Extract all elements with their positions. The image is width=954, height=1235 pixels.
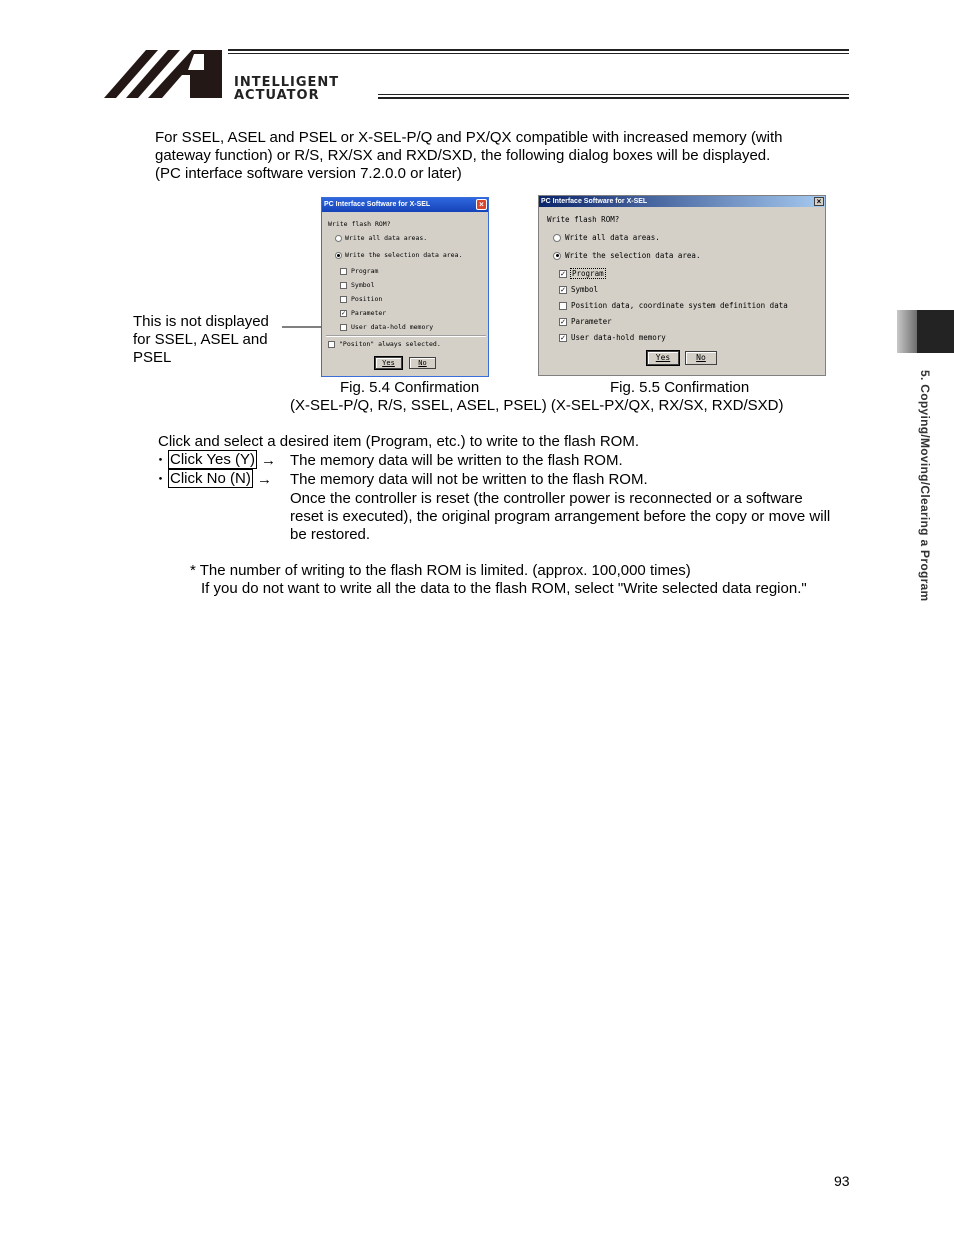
no-arrow: → (257, 471, 272, 488)
no-detail-line-1: Once the controller is reset (the controller power is reconnected or a software (290, 490, 803, 507)
dialog-a-checkbox-icon (340, 282, 347, 289)
dialog-a-check-user-data[interactable]: User data-hold memory (340, 323, 433, 331)
note-line-2: If you do not want to write all the data to the flash ROM, select "Write selected data region." (201, 580, 807, 597)
dialog-b-yes-button[interactable]: Yes (647, 351, 679, 365)
header-rule-top-thin (228, 53, 849, 54)
header-rule-bottom-thick (378, 97, 849, 99)
dialog-a-titlebar (322, 198, 488, 212)
dialog-a-check-program[interactable]: Program (340, 267, 378, 275)
dialog-b-checkbox-checked-icon: ✓ (560, 333, 566, 342)
yes-arrow: → (261, 452, 276, 469)
chapter-side-title: 5. Copying/Moving/Clearing a Program (918, 370, 932, 602)
dialog-b-no-button[interactable]: No (685, 351, 717, 365)
dialog-a-check-always[interactable]: "Positon" always selected. (328, 340, 441, 348)
no-bullet: ・ (153, 471, 169, 488)
no-result-text: The memory data will not be written to the flash ROM. (290, 471, 648, 488)
dialog-a-checkbox-icon (328, 341, 335, 348)
figure-5-4-caption: Fig. 5.4 Confirmation (340, 379, 480, 396)
dialog-b-checkbox-icon (559, 302, 567, 310)
dialog-b-title: PC Interface Software for X-SEL (541, 198, 648, 205)
dialog-a-separator (326, 335, 486, 337)
dialog-b-check-symbol[interactable]: ✓ Symbol (560, 285, 599, 294)
dialog-b-check-program[interactable]: ✓ Program (560, 269, 604, 278)
dialog-b-close-icon[interactable]: × (814, 197, 824, 206)
figure-models-caption: (X-SEL-P/Q, R/S, SSEL, ASEL, PSEL) (X-SEL-PX/QX, RX/SX, RXD/SXD) (290, 397, 784, 414)
dialog-a-no-button[interactable]: No (409, 357, 436, 369)
note-line-1: * The number of writing to the flash ROM is limited. (approx. 100,000 times) (190, 562, 691, 579)
dialog-a-title: PC Interface Software for X-SEL (324, 201, 431, 208)
dialog-b-radio-all-icon (553, 234, 561, 242)
dialog-a-radio-selection[interactable]: Write the selection data area. (335, 251, 462, 259)
dialog-b-checkbox-checked-icon: ✓ (560, 285, 566, 294)
dialog-b-checkbox-checked-icon: ✓ (560, 269, 566, 278)
dialog-a-checkbox-icon (340, 324, 347, 331)
dialog-b-titlebar (539, 196, 825, 207)
flash-rom-dialog-b (538, 195, 826, 376)
dialog-b-checkbox-checked-icon: ✓ (560, 317, 566, 326)
chapter-tab-gradient (897, 310, 917, 353)
intro-line-2: gateway function) or R/S, RX/SX and RXD/SXD, the following dialog boxes will be displayed. (155, 147, 771, 164)
dialog-b-check-position[interactable]: Position data, coordinate system definition data (559, 301, 788, 310)
header-rule-top (228, 49, 849, 51)
dialog-b-check-parameter[interactable]: ✓ Parameter (560, 317, 612, 326)
dialog-a-check-parameter[interactable]: ✓ Parameter (341, 309, 387, 317)
logo-text-intelligent: INTELLIGENT (234, 75, 340, 90)
dialog-b-check-user-data[interactable]: ✓ User data-hold memory (560, 333, 666, 342)
figure-5-5-caption: Fig. 5.5 Confirmation (610, 379, 750, 396)
dialog-a-radio-selection-icon (335, 252, 342, 259)
dialog-b-prompt: Write flash ROM? (547, 215, 620, 224)
dialog-a-close-icon[interactable]: × (476, 199, 487, 210)
dialog-a-check-symbol[interactable]: Symbol (340, 281, 374, 289)
header-rule-bottom (378, 94, 849, 95)
chapter-tab-dark (917, 310, 954, 353)
dialog-b-body (539, 207, 825, 375)
no-click-label: Click No (N) (170, 470, 251, 487)
instruction-lead: Click and select a desired item (Program, etc.) to write to the flash ROM. (158, 433, 640, 450)
dialog-b-radio-selection[interactable]: Write the selection data area. (553, 251, 700, 260)
page-number: 93 (834, 1173, 850, 1189)
dialog-b-radio-selection-icon (553, 252, 561, 260)
intro-line-3: (PC interface software version 7.2.0.0 or later) (155, 165, 462, 182)
dialog-a-radio-all[interactable]: Write all data areas. (335, 234, 427, 242)
intro-line-1: For SSEL, ASEL and PSEL or X-SEL-P/Q and PX/QX compatible with increased memory (with (155, 129, 783, 146)
yes-result-text: The memory data will be written to the flash ROM. (290, 452, 623, 469)
dialog-a-yes-button[interactable]: Yes (375, 357, 402, 369)
no-detail-line-3: be restored. (290, 526, 371, 543)
logo-text-actuator: ACTUATOR (234, 88, 320, 103)
no-detail-line-2: reset is executed), the original program arrangement before the copy or move will (290, 508, 831, 525)
annotation-line-3: PSEL (133, 349, 172, 366)
dialog-a-checkbox-icon (340, 296, 347, 303)
annotation-line-2: for SSEL, ASEL and (133, 331, 268, 348)
dialog-b-radio-all[interactable]: Write all data areas. (553, 233, 660, 242)
dialog-a-radio-all-icon (335, 235, 342, 242)
yes-bullet: ・ (153, 452, 169, 469)
flash-rom-dialog-a (321, 197, 489, 377)
dialog-a-checkbox-icon (340, 268, 347, 275)
company-logo-mark (104, 50, 224, 100)
yes-click-label: Click Yes (Y) (170, 451, 256, 468)
dialog-a-prompt: Write flash ROM? (328, 220, 391, 228)
dialog-a-checkbox-checked-icon: ✓ (341, 309, 347, 317)
dialog-a-check-position[interactable]: Position (340, 295, 382, 303)
annotation-line-1: This is not displayed (133, 313, 269, 330)
dialog-a-body (322, 212, 488, 376)
